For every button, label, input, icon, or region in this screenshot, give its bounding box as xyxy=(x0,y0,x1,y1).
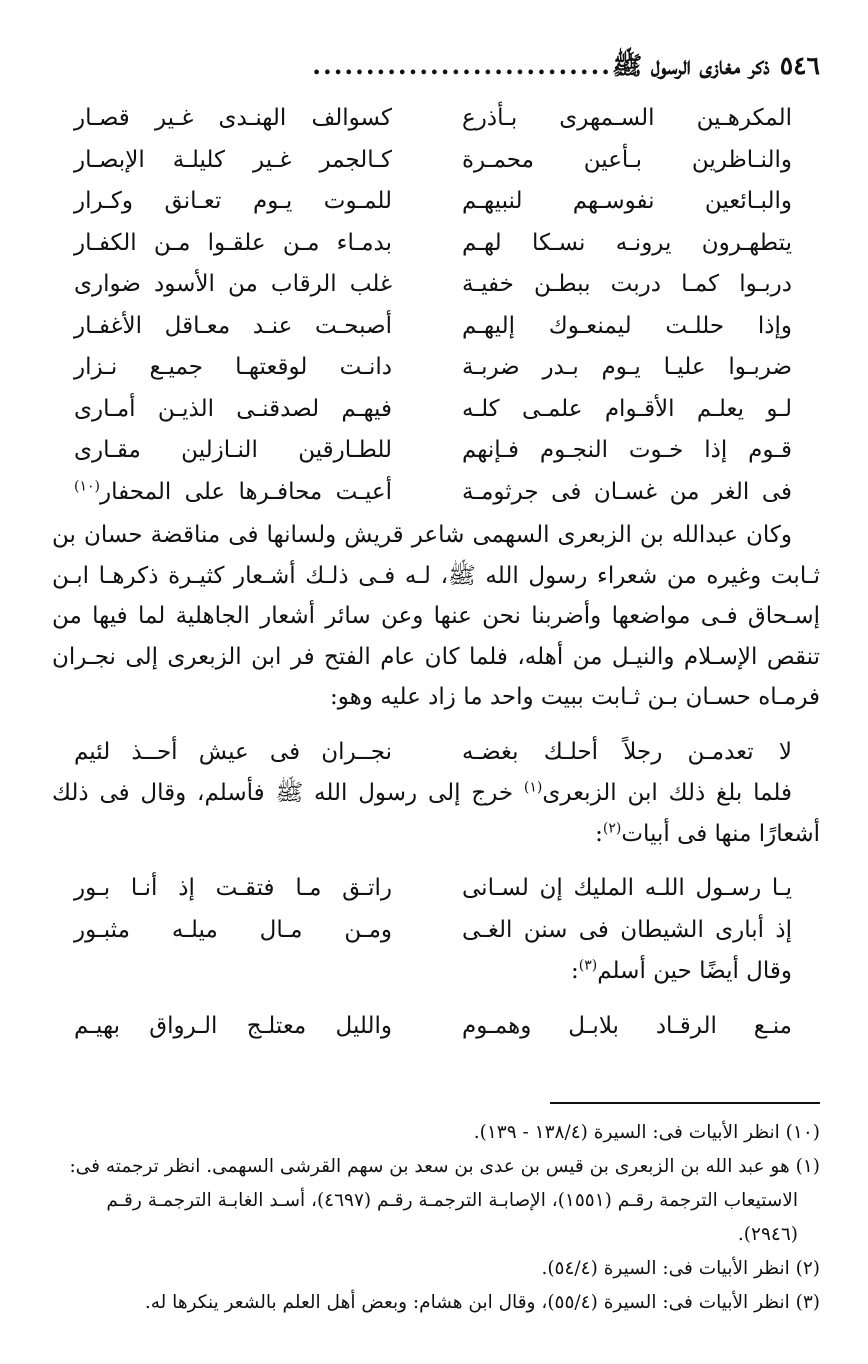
paragraph-also-said xyxy=(52,951,820,992)
paragraph-text: فلما بلغ ذلك ابن الزبعرى xyxy=(542,780,792,806)
footnote-text: (١) هو عبد الله بن الزبعرى بن قيس بن عدى بن سعد بن سهم القرشى السهمى. انظر ترجمته فى: xyxy=(69,1156,820,1177)
first-hemistich: يـا رسـول اللـه المليك إن لسـانى xyxy=(462,875,792,901)
verse-line xyxy=(52,223,820,265)
second-hemistich: دانـت لوقعتهـا جميـع نـزار xyxy=(74,354,392,380)
second-hemistich: نجــران فى عيش أحــذ لئيم xyxy=(74,738,392,765)
second-hemistich: بدمـاء مـن علقـوا مـن الكفـار xyxy=(74,229,392,256)
poem-1 xyxy=(52,98,820,513)
first-hemistich: فى الغر من غسـان فى جرثومـة xyxy=(462,478,792,505)
paragraph-text: خرج إلى رسول الله ﷺ فأسلم، وقال فى ذلك أشعارًا منها فى أبيات xyxy=(52,780,820,847)
poem-2 xyxy=(52,868,820,951)
running-title: ذكر مغازى الرسول ﷺ xyxy=(612,51,770,80)
second-hemistich xyxy=(74,472,392,514)
footnote-separator xyxy=(550,1102,820,1104)
second-hemistich: للطـارقين النـازلين مقـارى xyxy=(74,437,392,463)
first-hemistich: لا تعدمـن رجلاً أحلـك بغضـه xyxy=(462,738,792,765)
verse-line xyxy=(52,472,820,514)
verse-line xyxy=(52,389,820,431)
first-hemistich: دربـوا كمـا دربت ببطـن خفيـة xyxy=(462,271,792,297)
second-hemistich: ومـن مـال ميلـه مثبـور xyxy=(74,916,392,943)
paragraph-conversion xyxy=(52,773,820,854)
first-hemistich: ضربـوا عليـا يـوم بـدر ضربـة xyxy=(462,354,792,380)
footnote-marker: (٣) xyxy=(578,957,598,974)
verse-line xyxy=(52,430,820,472)
verse-line xyxy=(52,347,820,389)
first-hemistich: المكرهـين السـمهرى بـأذرع xyxy=(462,105,792,131)
footnote-text: الاستيعاب الترجمة رقـم (١٥٥١)، الإصابـة الترجمـة رقـم (٤٦٩٧)، أسـد الغابـة الترجمـة رقـم xyxy=(106,1190,798,1211)
second-hemistich: فيهـم لصدقنـى الذيـن أمـارى xyxy=(74,395,392,422)
second-hemistich: أصبحـت عنـد معـاقل الأغفـار xyxy=(74,312,392,339)
first-hemistich: إذ أبارى الشيطان فى سنن الغـى xyxy=(462,916,792,943)
verse-line xyxy=(52,181,820,223)
second-hemistich: والليل معتلـج الـرواق بهيـم xyxy=(74,1012,392,1039)
first-hemistich: والنـاظرين بـأعين محمـرة xyxy=(462,146,792,173)
footnote-1 xyxy=(52,1150,820,1252)
verse-line xyxy=(52,264,820,306)
paragraph-ibn-zibara: وكان عبدالله بن الزبعرى السهمى شاعر قريش ولسانها فى مناقضة حسان بن ثـابت وغيره من شعراء رسول الله ﷺ، لـه فـى ذلـك أشـعار كثيـرة ذكرهـا ابـن إسـحاق فـى مواضعها وأضربنا نحن عنها وعن سائر أشعار الجاهلية لما فيها من تنقص الإسـلام والنيـل من أهله، فلما كان عام الفتح فر ابن الزبعرى إلى نجـران فرمـاه حسـان بـن ثـابت ببيت واحد ما زاد عليه وهو: xyxy=(52,522,820,710)
paragraph-text: وقال أيضًا حين أسلم xyxy=(597,958,792,984)
paragraph-text: : xyxy=(595,820,603,847)
first-hemistich: منـع الرقـاد بلابـل وهمـوم xyxy=(462,1012,792,1039)
second-hemistich: كـالجمر غـير كليلـة الإبصـار xyxy=(74,146,392,173)
footnote-marker: (١) xyxy=(523,779,543,796)
page-number: ٥٤٦ xyxy=(779,51,820,80)
second-hemistich: غلب الرقاب من الأسود ضوارى xyxy=(74,271,392,297)
verse-line xyxy=(52,306,820,348)
footnote-10: (١٠) انظر الأبيات فى: السيرة (١٣٨/٤ - ١٣٩). xyxy=(473,1122,820,1143)
paragraph-text: : xyxy=(571,958,579,984)
verse-line xyxy=(52,868,820,910)
first-hemistich: يتطهـرون يرونـه نسـكا لهـم xyxy=(462,229,792,256)
verse-line xyxy=(52,140,820,182)
second-hemistich: للمـوت يـوم تعـانق وكـرار xyxy=(74,188,392,214)
second-hemistich: راتـق مـا فتقـت إذ أنـا بـور xyxy=(74,875,392,901)
verse-hassan xyxy=(52,732,820,774)
footnote-marker: (٢) xyxy=(602,819,622,836)
verse-line xyxy=(52,98,820,140)
footnotes xyxy=(52,1116,820,1320)
first-hemistich: وإذا حللـت ليمنعـوك إليهـم xyxy=(462,312,792,339)
footnote-3: (٣) انظر الأبيات فى: السيرة (٥٥/٤)، وقال ابن هشام: وبعض أهل العلم بالشعر ينكرها له. xyxy=(144,1292,820,1313)
second-hemistich: كسوالف الهنـدى غـير قصـار xyxy=(74,105,392,131)
first-hemistich: والبـائعين نفوسـهم لنبيهـم xyxy=(462,188,792,214)
verse-line xyxy=(52,910,820,952)
header-leader-dots: ............................ xyxy=(312,51,612,80)
page-header xyxy=(52,50,820,90)
first-hemistich: لـو يعلـم الأقـوام علمـى كلـه xyxy=(462,395,792,422)
footnote-marker: (١٠) xyxy=(74,477,100,494)
footnote-2: (٢) انظر الأبيات فى: السيرة (٥٤/٤). xyxy=(541,1258,820,1279)
hemistich-text: أعيـت محافـرها على المحفار xyxy=(99,478,392,505)
first-hemistich: قـوم إذا خـوت النجـوم فـإنهم xyxy=(462,437,792,463)
footnote-text: (٢٩٤٦). xyxy=(737,1224,798,1245)
verse-sleeplessness xyxy=(52,1006,820,1048)
